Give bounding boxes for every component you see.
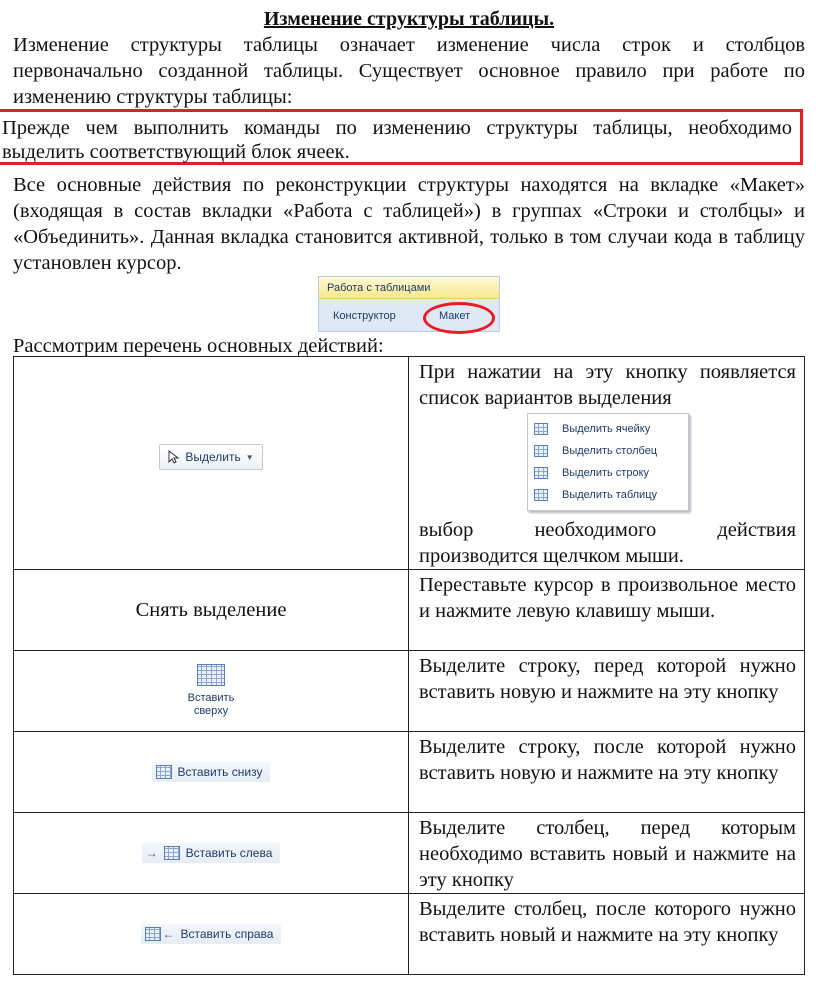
arrow-left-icon: ← — [162, 927, 175, 941]
table-cell — [14, 570, 409, 651]
document-page — [13, 0, 805, 110]
tab-constructor[interactable]: Конструктор — [333, 310, 396, 322]
menu-item-select-cell[interactable] — [528, 418, 688, 440]
row-description: Выделите столбец, после которого нужно вставить новый и нажмите на эту кнопку — [419, 898, 796, 946]
list-heading: Рассмотрим перечень основных действий: — [13, 335, 384, 357]
table-cell — [409, 570, 805, 651]
menu-item-label: Выделить строку — [562, 467, 650, 479]
page-title: Изменение структуры таблицы. — [263, 8, 555, 30]
intro-paragraph: Изменение структуры таблицы означает изменение числа строк и столбцов первоначально созданной таблицы. Существует основное правило при работе по изменению структуры таблицы: — [13, 34, 805, 108]
insert-right-icon — [145, 927, 161, 941]
table-cell — [409, 357, 805, 570]
select-button[interactable] — [159, 444, 262, 470]
insert-below-label: Вставить снизу — [177, 765, 263, 779]
table-cell — [409, 813, 805, 894]
table-cell — [14, 894, 409, 975]
row-description-continued: выбор необходимого действия производится щелчком мыши. — [419, 519, 796, 567]
clear-selection-label: Снять выделение — [135, 598, 287, 621]
row-description: Выделите столбец, перед которым необходимо вставить новый и нажмите на эту кнопку — [419, 817, 796, 891]
ribbon-tabs — [319, 299, 499, 331]
insert-left-icon — [164, 846, 180, 860]
insert-above-icon — [197, 664, 225, 686]
insert-left-button[interactable] — [142, 843, 281, 863]
table-cell — [14, 732, 409, 813]
table-cell — [14, 813, 409, 894]
insert-left-label: Вставить слева — [185, 846, 273, 860]
arrow-right-icon: → — [145, 846, 158, 860]
column-grid-icon — [534, 445, 548, 457]
select-button-label: Выделить — [185, 450, 241, 464]
table-row — [14, 651, 805, 732]
insert-right-label: Вставить справа — [180, 927, 274, 941]
actions-table — [13, 356, 805, 975]
body-paragraph: Все основные действия по реконструкции структуры находятся на вкладке «Макет» (входящая в состав вкладки «Работа с таблицей») в группах «Строки и столбцы» и «Объединить». Данная вкладка становится активной, только в том случаи кода в таблицу установлен курсор. — [13, 174, 805, 274]
menu-item-select-row[interactable] — [528, 462, 688, 484]
highlight-ring — [423, 302, 495, 334]
body-block — [13, 172, 805, 276]
row-description: Переставьте курсор в произвольное место и нажмите левую клавишу мыши. — [419, 574, 796, 622]
insert-below-icon — [156, 765, 172, 779]
menu-item-label: Выделить ячейку — [562, 423, 651, 435]
table-grid-icon — [534, 489, 548, 501]
menu-item-label: Выделить столбец — [562, 445, 658, 457]
menu-item-select-table[interactable] — [528, 484, 688, 506]
insert-above-label-line1: Вставить — [187, 692, 235, 704]
insert-above-button[interactable] — [188, 664, 235, 718]
ribbon-screenshot — [318, 276, 500, 332]
table-cell — [409, 732, 805, 813]
insert-below-button[interactable] — [152, 762, 271, 782]
table-row — [14, 570, 805, 651]
table-cell — [409, 894, 805, 975]
cursor-icon — [168, 450, 180, 464]
ribbon-context-title: Работа с таблицами — [319, 277, 499, 299]
menu-item-label: Выделить таблицу — [562, 489, 658, 501]
menu-item-select-column[interactable] — [528, 440, 688, 462]
select-dropdown-menu — [527, 413, 689, 511]
table-cell — [14, 651, 409, 732]
row-description: При нажатии на эту кнопку появляется список вариантов выделения — [419, 361, 796, 409]
rule-box — [0, 109, 803, 165]
table-row — [14, 357, 805, 570]
table-cell — [409, 651, 805, 732]
row-description: Выделите строку, перед которой нужно вставить новую и нажмите на эту кнопку — [419, 655, 796, 703]
table-row — [14, 894, 805, 975]
insert-right-button[interactable] — [141, 924, 282, 944]
row-description: Выделите строку, после которой нужно вставить новую и нажмите на эту кнопку — [419, 736, 796, 784]
insert-above-label-line2: сверху — [193, 705, 229, 717]
row-grid-icon — [534, 467, 548, 479]
cell-grid-icon — [534, 423, 548, 435]
table-row — [14, 732, 805, 813]
tab-layout[interactable]: Макет — [439, 310, 471, 322]
table-row — [14, 813, 805, 894]
table-cell — [14, 357, 409, 570]
rule-text: Прежде чем выполнить команды по изменению структуры таблицы, необходимо выделить соответствующий блок ячеек. — [2, 117, 792, 163]
chevron-down-icon: ▼ — [245, 452, 254, 462]
